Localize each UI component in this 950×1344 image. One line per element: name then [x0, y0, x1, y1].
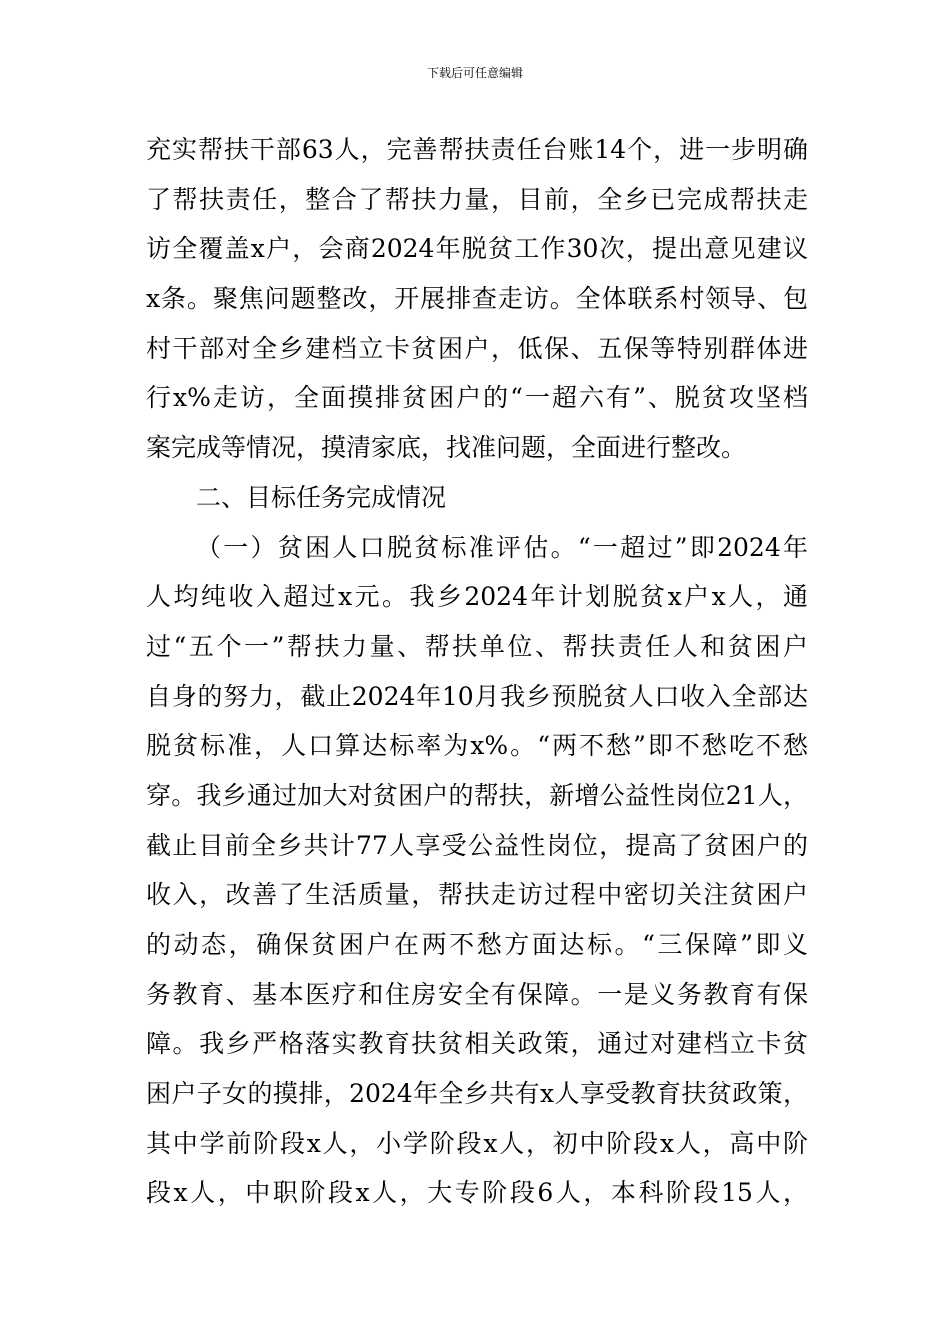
text-line: 其中学前阶段x人，小学阶段x人，初中阶段x人，高中阶: [146, 1128, 808, 1158]
text-line: 过“五个一”帮扶力量、帮扶单位、帮扶责任人和贫困户: [146, 631, 808, 661]
text-line: 截止目前全乡共计77人享受公益性岗位，提高了贫困户的: [146, 830, 808, 860]
text-line: 案完成等情况，摸清家底，找准问题，全面进行整改。: [146, 433, 747, 463]
text-line: 障。我乡严格落实教育扶贫相关政策，通过对建档立卡贫: [146, 1029, 808, 1059]
text-line: 了帮扶责任，整合了帮扶力量，目前，全乡已完成帮扶走: [146, 184, 808, 214]
text-line: 穿。我乡通过加大对贫困户的帮扶，新增公益性岗位21人，: [146, 780, 808, 810]
text-line: 行x%走访，全面摸排贫困户的“一超六有”、脱贫攻坚档: [146, 383, 808, 413]
text-line: 脱贫标准，人口算达标率为x%。“两不愁”即不愁吃不愁: [146, 731, 808, 761]
text-line: 收入，改善了生活质量，帮扶走访过程中密切关注贫困户: [146, 880, 808, 910]
text-line: 村干部对全乡建档立卡贫困户，低保、五保等特别群体进: [146, 333, 808, 363]
text-line: 充实帮扶干部63人，完善帮扶责任台账14个，进一步明确: [146, 135, 808, 164]
page-header: 下载后可任意编辑: [426, 66, 523, 80]
text-line: 访全覆盖x户，会商2024年脱贫工作30次，提出意见建议: [146, 234, 808, 264]
text-line: 段x人，中职阶段x人，大专阶段6人，本科阶段15人，: [146, 1178, 808, 1208]
text-line: 困户子女的摸排，2024年全乡共有x人享受教育扶贫政策，: [146, 1079, 808, 1109]
document-body: [146, 125, 808, 1218]
text-line: 务教育、基本医疗和住房安全有保障。一是义务教育有保: [146, 979, 808, 1009]
text-line: （一）贫困人口脱贫标准评估。“一超过”即2024年: [196, 532, 808, 562]
text-line: x条。聚焦问题整改，开展排查走访。全体联系村领导、包: [146, 284, 808, 314]
section-heading: 二、目标任务完成情况: [196, 482, 447, 512]
text-line: 人均纯收入超过x元。我乡2024年计划脱贫x户x人，通: [146, 582, 808, 612]
text-line: 的动态，确保贫困户在两不愁方面达标。“三保障”即义: [146, 930, 808, 959]
text-line: 自身的努力，截止2024年10月我乡预脱贫人口收入全部达: [146, 681, 808, 711]
